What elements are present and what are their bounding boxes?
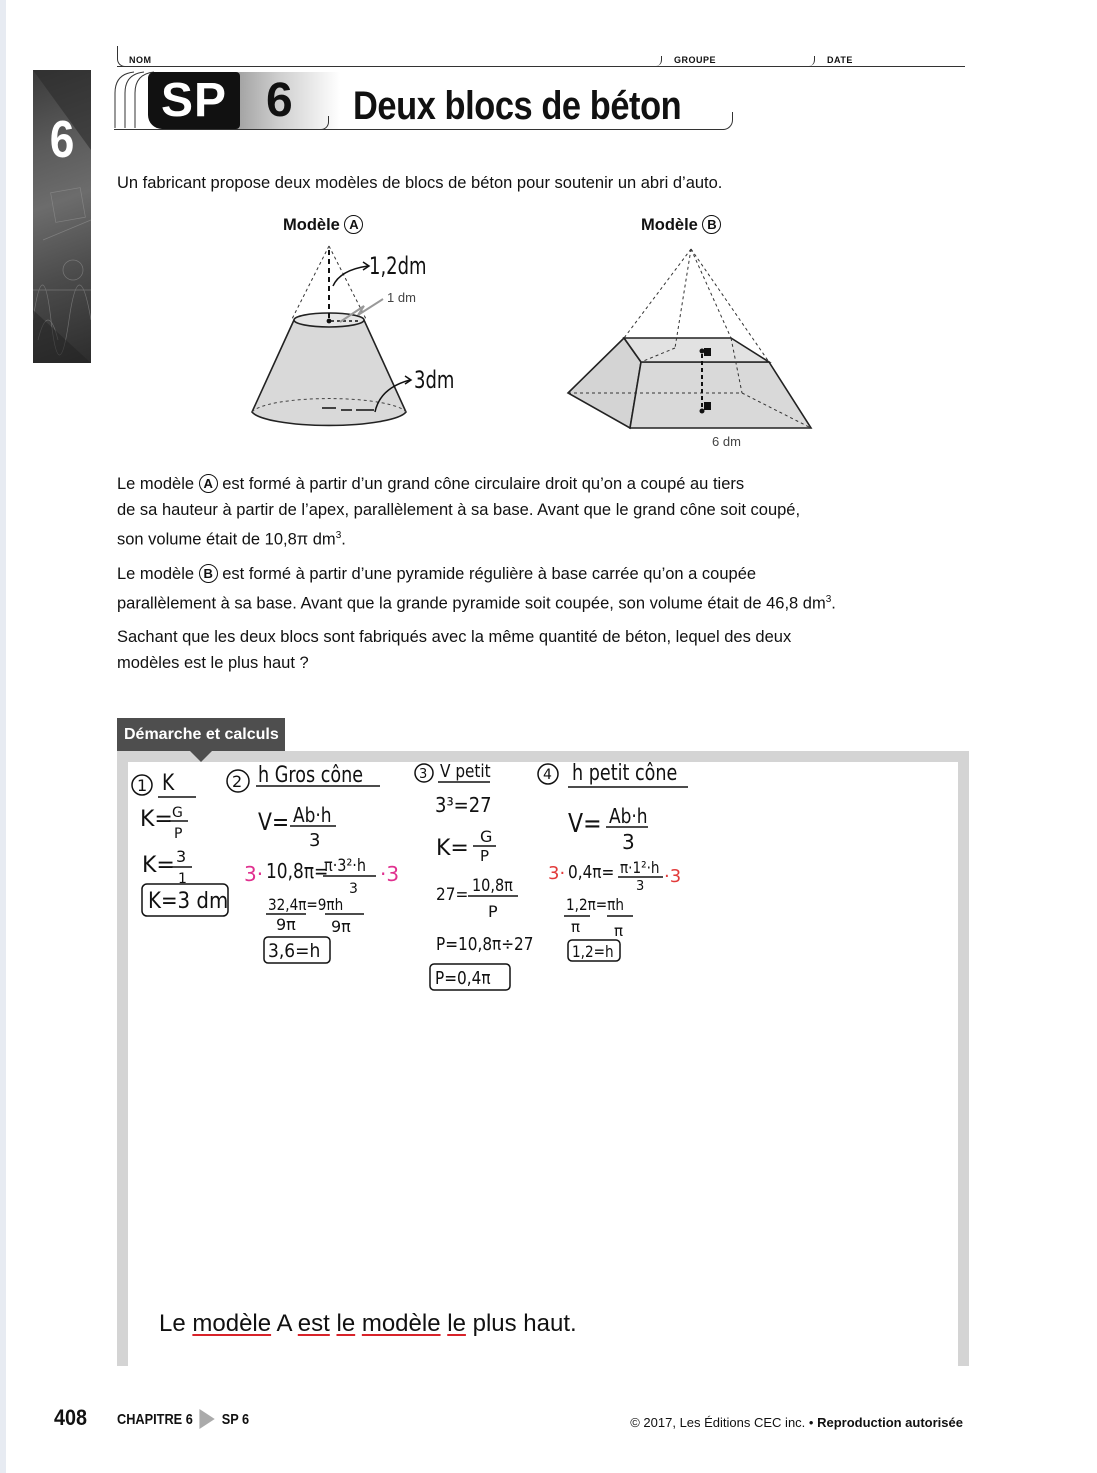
step-4 — [538, 760, 688, 961]
svg-text:G: G — [480, 827, 493, 846]
svg-text:9π: 9π — [276, 915, 296, 934]
step-3 — [415, 760, 534, 990]
handwritten-calculations — [128, 760, 718, 1000]
copyright-notice — [630, 1415, 963, 1430]
svg-text:P=0,4π: P=0,4π — [435, 966, 491, 989]
svg-text:G: G — [172, 805, 183, 821]
answer-word: Le — [159, 1310, 186, 1337]
text: parallèlement à sa base. Avant que la grande pyramide soit coupée, son volume était de 46,8 dm — [117, 594, 826, 613]
name-field[interactable] — [165, 50, 650, 66]
work-section-tab: Démarche et calculs — [117, 718, 285, 751]
breadcrumb-chapter: CHAPITRE 6 — [117, 1411, 193, 1428]
header-rule — [117, 66, 965, 67]
answer-word: plus — [472, 1310, 517, 1337]
field-separator — [808, 56, 815, 66]
svg-text:P=10,8π÷27: P=10,8π÷27 — [436, 932, 534, 955]
paragraph-model-a-line3 — [117, 523, 346, 553]
svg-text:V=: V= — [258, 808, 290, 837]
circled-letter-a: A — [344, 215, 363, 234]
svg-text:π·1²·h: π·1²·h — [620, 858, 660, 878]
truncated-pyramid-figure — [560, 240, 820, 440]
chapter-side-tab — [33, 70, 91, 363]
paragraph-model-b-line1 — [117, 561, 756, 587]
superscript: 3 — [335, 530, 342, 541]
svg-text:3·: 3· — [244, 862, 264, 886]
handwritten-base-radius: 3dm — [414, 366, 455, 394]
svg-text:3: 3 — [309, 830, 321, 851]
svg-text:V petit: V petit — [440, 760, 491, 782]
text: est formé à partir d’une pyramide régulière à base carrée qu’on a coupée — [222, 565, 757, 583]
superscript: 3 — [825, 594, 832, 605]
answer-sentence — [159, 1308, 577, 1340]
svg-text:3: 3 — [349, 881, 358, 897]
chapter-breadcrumb — [117, 1409, 249, 1429]
question-line2: modèles est le plus haut ? — [117, 654, 309, 672]
circled-letter-b: B — [702, 215, 721, 234]
answer-word-spellcheck: le — [447, 1310, 466, 1337]
question-line1: Sachant que les deux blocs sont fabriqués avec la même quantité de béton, lequel des deux — [117, 628, 792, 646]
answer-word-spellcheck: modèle — [192, 1310, 272, 1337]
svg-text:3: 3 — [636, 879, 645, 894]
circled-letter-b: B — [199, 564, 218, 583]
model-b-label-text: Modèle — [641, 216, 698, 234]
svg-text:10,8π: 10,8π — [472, 874, 513, 896]
page-edge — [0, 0, 6, 1473]
svg-text:9π: 9π — [331, 917, 351, 936]
svg-text:3·: 3· — [548, 863, 566, 884]
title-rule — [114, 129, 724, 130]
top-radius-label: 1 dm — [387, 290, 416, 305]
svg-text:·3: ·3 — [380, 862, 400, 886]
svg-text:K=: K= — [436, 836, 469, 861]
breadcrumb-section: SP 6 — [221, 1411, 250, 1428]
svg-text:P: P — [488, 902, 498, 921]
svg-text:3: 3 — [176, 847, 187, 866]
page-number: 408 — [54, 1405, 88, 1430]
svg-text:V=: V= — [568, 808, 602, 839]
svg-text:P: P — [174, 826, 183, 842]
group-field-label: GROUPE — [674, 55, 717, 65]
answer-word: A — [276, 1310, 292, 1337]
date-field[interactable] — [862, 50, 962, 66]
svg-text:3,6=h: 3,6=h — [268, 940, 321, 963]
svg-text:10,8π=: 10,8π= — [266, 860, 329, 884]
copyright-text: © 2017, Les Éditions CEC inc. • — [630, 1415, 814, 1430]
text: est formé à partir d’un grand cône circulaire droit qu’on a coupé au tiers — [222, 475, 745, 493]
text: . — [831, 594, 836, 613]
name-field-label: NOM — [129, 55, 152, 65]
breadcrumb-arrow-icon — [200, 1409, 215, 1429]
svg-text:27=: 27= — [436, 884, 469, 905]
svg-text:Ab·h: Ab·h — [609, 805, 648, 829]
model-a-label — [283, 215, 363, 235]
step-2 — [227, 762, 399, 963]
svg-text:3³=27: 3³=27 — [435, 794, 492, 818]
answer-word-spellcheck: est — [297, 1310, 330, 1337]
svg-text:0,4π=: 0,4π= — [568, 860, 615, 883]
reproduction-text: Reproduction autorisée — [817, 1415, 963, 1430]
sp-number: 6 — [266, 74, 293, 127]
page-title: Deux blocs de béton — [353, 84, 682, 128]
svg-text:1: 1 — [178, 871, 187, 887]
svg-text:·3: ·3 — [664, 866, 682, 887]
date-field-label: DATE — [827, 55, 853, 65]
text: Le modèle — [117, 565, 195, 583]
group-field[interactable] — [725, 50, 805, 66]
svg-text:2: 2 — [232, 772, 243, 791]
svg-text:π: π — [614, 922, 624, 940]
sp-badge: SP — [148, 72, 240, 129]
svg-text:π: π — [571, 918, 581, 936]
svg-text:K=3 dm: K=3 dm — [148, 888, 229, 914]
model-a-label-text: Modèle — [283, 216, 340, 234]
answer-word: haut. — [523, 1310, 577, 1337]
circled-letter-a: A — [199, 474, 218, 493]
svg-text:4: 4 — [543, 767, 552, 783]
model-b-label — [641, 215, 721, 235]
svg-text:π·3²·h: π·3²·h — [324, 854, 367, 876]
svg-text:K: K — [162, 769, 175, 796]
paragraph-model-a-line2: de sa hauteur à partir de l’apex, parallèlement à sa base. Avant que le grand cône soit coupé, — [117, 501, 801, 519]
text: Le modèle — [117, 475, 195, 493]
svg-text:Ab·h: Ab·h — [293, 804, 332, 828]
svg-text:h Gros cône: h Gros cône — [258, 762, 364, 788]
text: son volume était de 10,8π dm — [117, 530, 336, 549]
base-side-label: 6 dm — [712, 434, 741, 449]
truncated-cone-figure — [240, 240, 480, 430]
step-1 — [132, 770, 228, 916]
paragraph-model-a-line1 — [117, 471, 744, 497]
answer-word-spellcheck: le — [336, 1310, 356, 1337]
svg-text:1,2π=πh: 1,2π=πh — [566, 895, 624, 915]
svg-text:32,4π=9πh: 32,4π=9πh — [268, 895, 344, 915]
header-hook — [117, 46, 126, 67]
svg-text:1: 1 — [137, 776, 148, 795]
chapter-number: 6 — [49, 111, 75, 169]
svg-text:h petit cône: h petit cône — [572, 760, 678, 786]
svg-text:P: P — [480, 847, 490, 865]
svg-text:K=: K= — [140, 807, 173, 832]
field-separator — [655, 56, 662, 66]
intro-text: Un fabricant propose deux modèles de blocs de béton pour soutenir un abri d’auto. — [117, 174, 723, 192]
text: . — [341, 530, 346, 549]
svg-text:1,2=h: 1,2=h — [572, 942, 614, 962]
answer-word-spellcheck: modèle — [361, 1310, 441, 1337]
handwritten-small-height: 1,2dm — [369, 252, 427, 280]
svg-text:K=: K= — [142, 853, 175, 878]
svg-text:3: 3 — [622, 830, 635, 854]
svg-text:3: 3 — [419, 767, 428, 782]
paragraph-model-b-line2 — [117, 587, 836, 617]
